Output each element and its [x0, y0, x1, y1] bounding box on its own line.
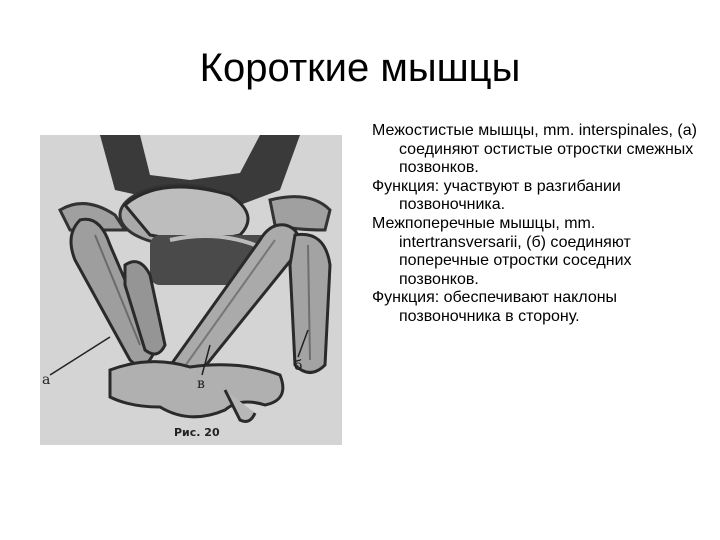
paragraph-intertransversarii: Межпоперечные мышцы, mm. intertransversarii, (б) соединяют поперечные отростки соседних позвонков. [372, 214, 632, 288]
figure-label-a: а [42, 372, 51, 388]
paragraph-interspinales: Межостистые мышцы, mm. interspinales, (а) соединяют остистые отростки смежных позвонков. [372, 122, 697, 177]
slide-title: Короткие мышцы [199, 46, 521, 90]
paragraph-intertransversarii-function: Функция: обеспечивают наклоны позвоночника в сторону. [372, 289, 618, 325]
figure-label-b: б [294, 358, 303, 374]
anatomy-figure [40, 135, 342, 445]
paragraph-interspinales-function: Функция: участвуют в разгибании позвоночника. [372, 177, 621, 214]
figure-label-v: в [197, 376, 205, 392]
figure-caption: Рис. 20 [174, 426, 220, 439]
short-muscles-illustration [40, 135, 342, 445]
body-text [372, 122, 702, 327]
